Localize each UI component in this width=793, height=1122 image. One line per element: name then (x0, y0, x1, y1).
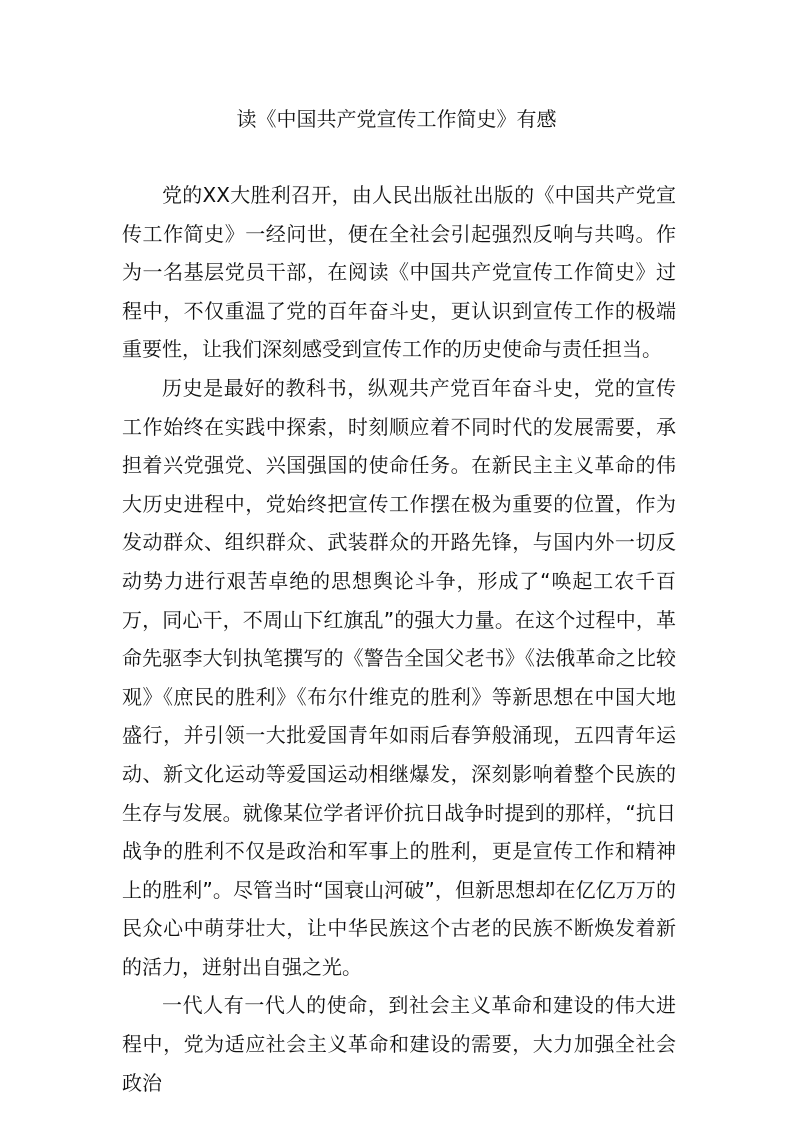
document-title: 读《中国共产党宣传工作简史》有感 (236, 107, 557, 131)
paragraph-2: 历史是最好的教科书，纵观共产党百年奋斗史，党的宣传工作始终在实践中探索，时刻顺应着不同时代的发展需要，承担着兴党强党、兴国强国的使命任务。在新民主主义革命的伟大历史进程中，党始终把宣传工作摆在极为重要的位置，作为发动群众、组织群众、武装群众的开路先锋，与国内外一切反动势力进行艰苦卓绝的思想舆论斗争，形成了“唤起工农千百万，同心干，不周山下红旗乱”的强大力量。在这个过程中，革命先驱李大钊执笔撰写的《警告全国父老书》《法俄革命之比较观》《庶民的胜利》《布尔什维克的胜利》等新思想在中国大地盛行，并引领一大批爱国青年如雨后春笋般涌现，五四青年运动、新文化运动等爱国运动相继爆发，深刻影响着整个民族的生存与发展。就像某位学者评价抗日战争时提到的那样，“抗日战争的胜利不仅是政治和军事上的胜利，更是宣传工作和精神上的胜利”。尽管当时“国衰山河破”，但新思想却在亿亿万万的民众心中萌芽壮大，让中华民族这个古老的民族不断焕发着新的活力，迸射出自强之光。 (122, 375, 676, 979)
paragraph-3: 一代人有一代人的使命，到社会主义革命和建设的伟大进程中，党为适应社会主义革命和建设的需要，大力加强全社会政治 (122, 993, 676, 1095)
paragraph-1: 党的XX大胜利召开，由人民出版社出版的《中国共产党宣传工作简史》一经问世，便在全社会引起强烈反响与共鸣。作为一名基层党员干部，在阅读《中国共产党宣传工作简史》过程中，不仅重温了党的百年奋斗史，更认识到宣传工作的极端重要性，让我们深刻感受到宣传工作的历史使命与责任担当。 (122, 183, 676, 362)
document-body (122, 176, 676, 1102)
